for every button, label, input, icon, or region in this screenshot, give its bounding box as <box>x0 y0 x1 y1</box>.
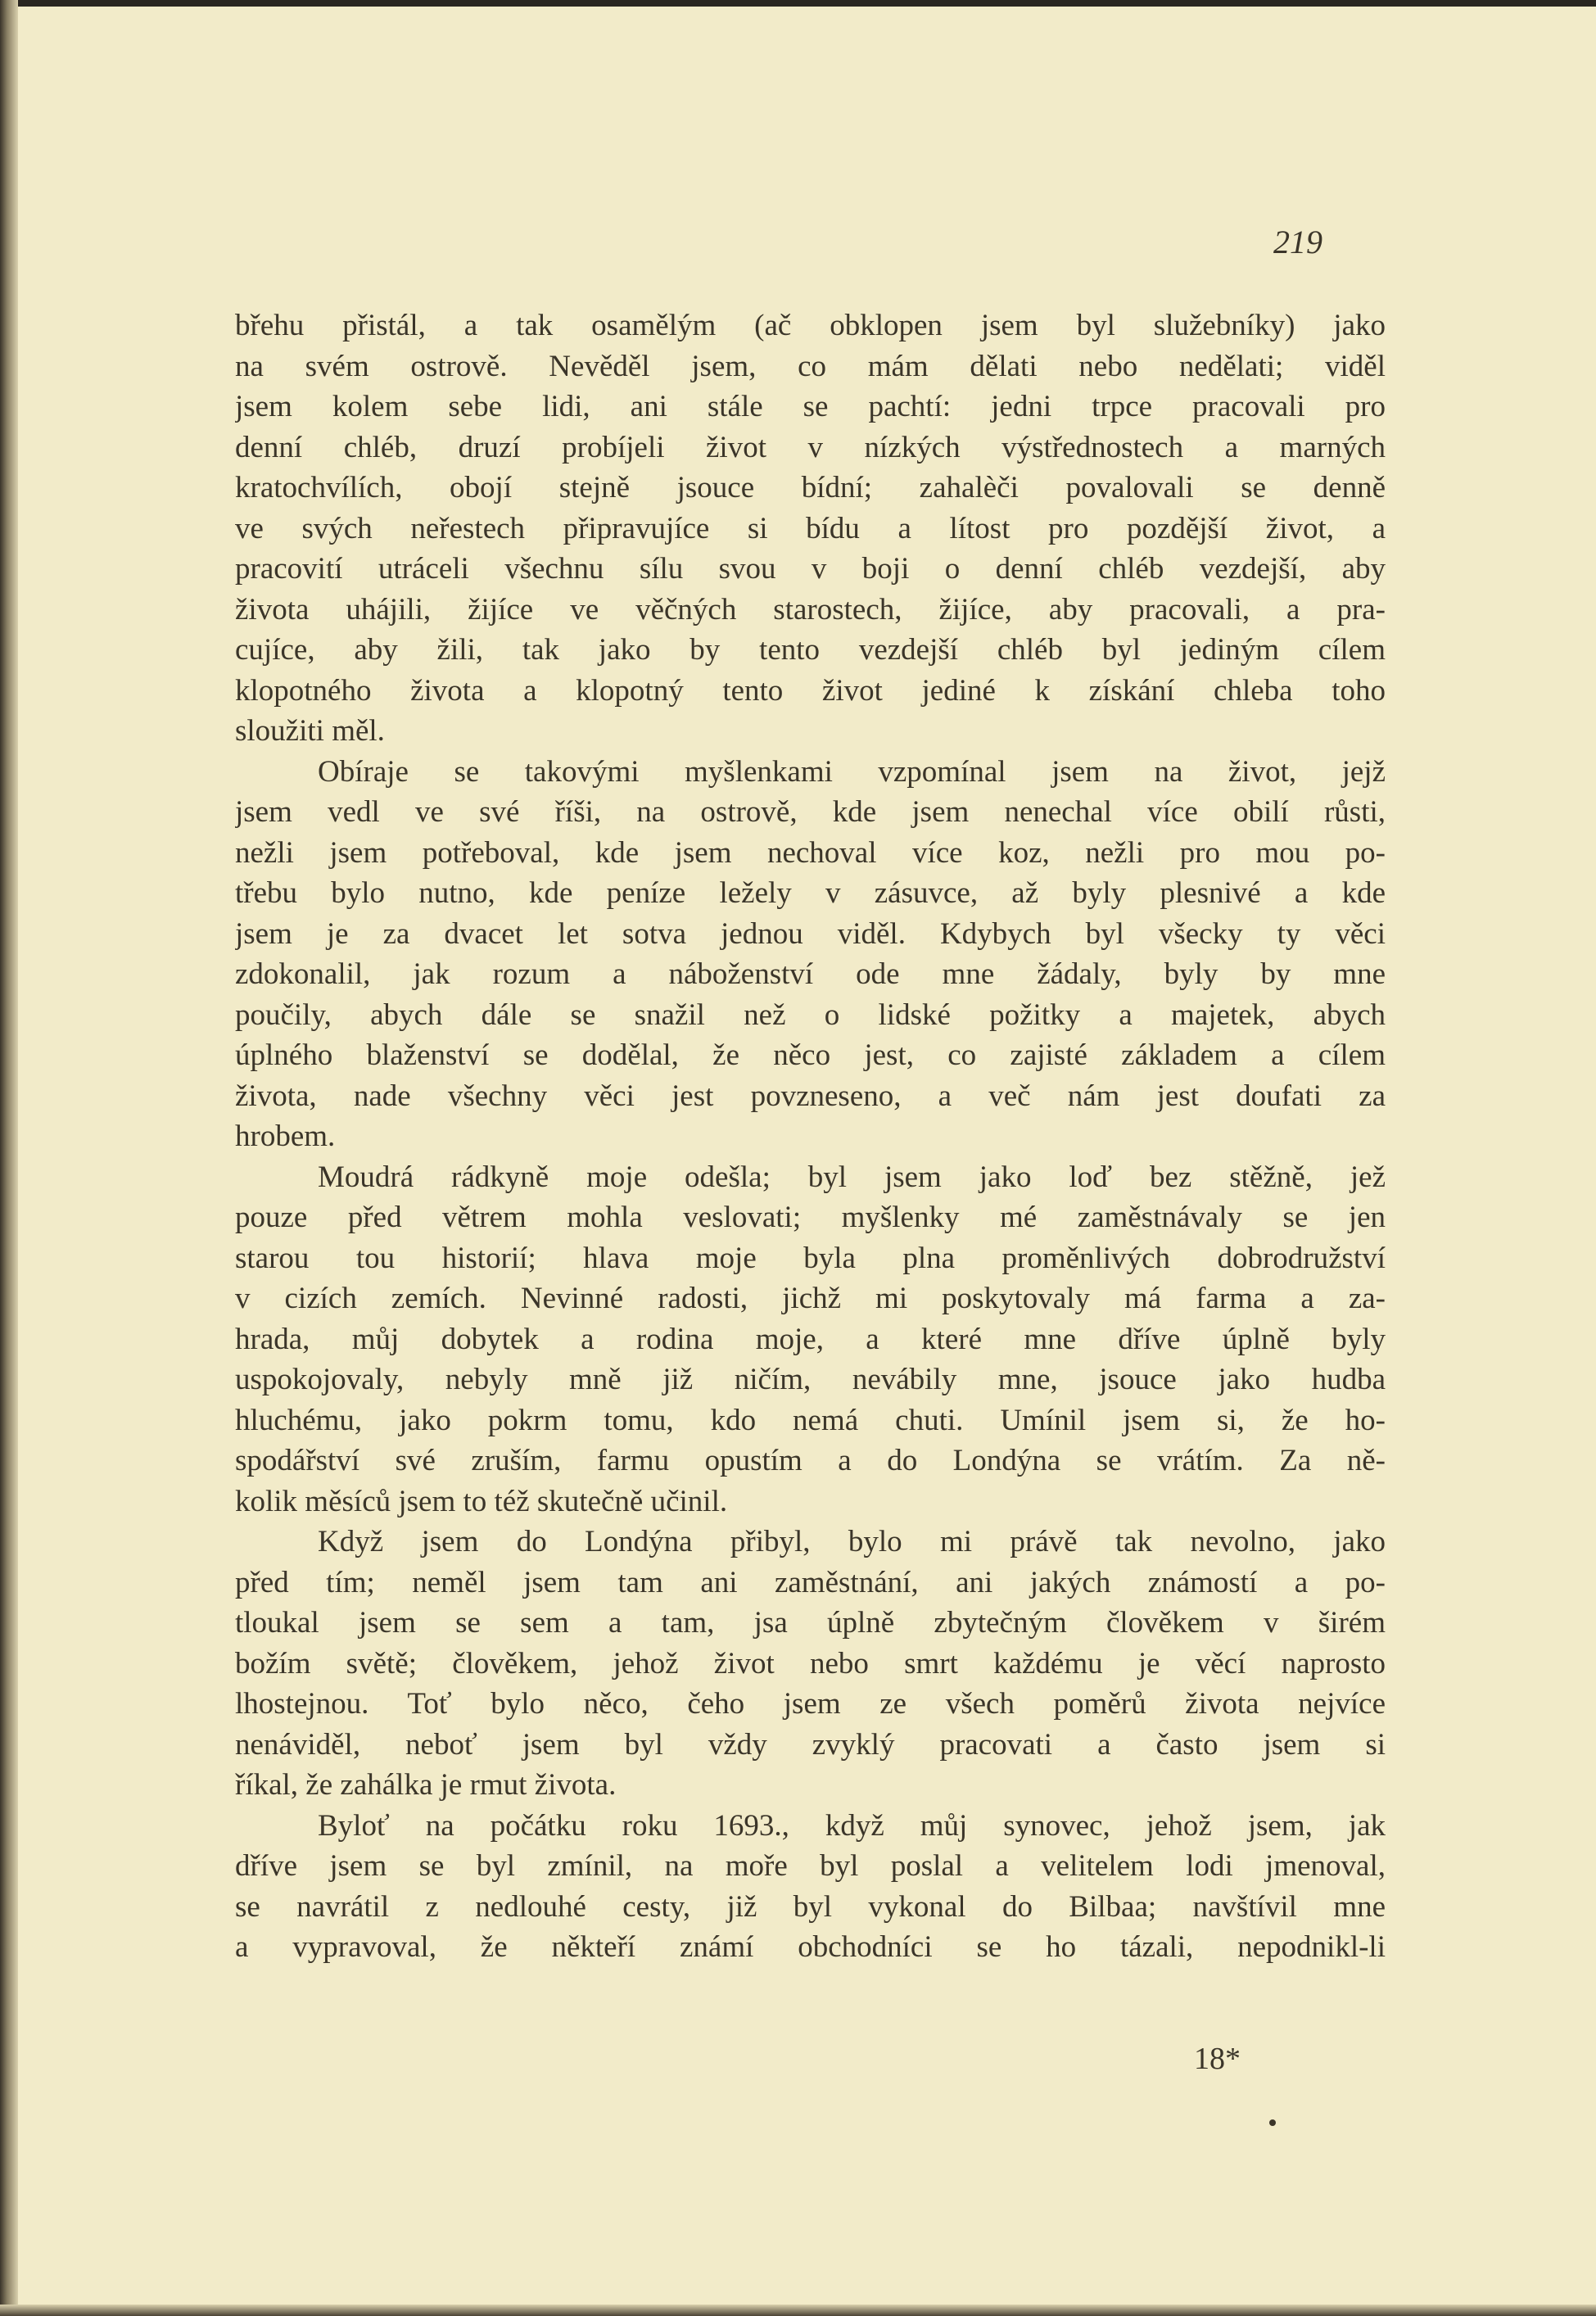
text-line: dříve jsem se byl zmínil, na moře byl poslal a velitelem lodi jmenoval, <box>235 1849 1386 1883</box>
text-line: nenáviděl, neboť jsem byl vždy zvyklý pracovati a často jsem si <box>235 1727 1386 1762</box>
text-line: třebu bylo nutno, kde peníze ležely v zásuvce, až byly plesnivé a kde <box>235 876 1386 910</box>
text-line: a vypravoval, že někteří známí obchodníci se ho tázali, nepodnikl-li <box>235 1930 1386 1964</box>
text-line: zdokonalil, jak rozum a náboženství ode mne žádaly, byly by mne <box>235 957 1386 991</box>
scan-top-edge <box>0 0 1596 7</box>
ink-speck <box>1269 2119 1276 2126</box>
scan-bottom-edge <box>0 2305 1596 2316</box>
text-line: nežli jsem potřeboval, kde jsem nechoval více koz, nežli pro mou po- <box>235 835 1386 870</box>
scan-binding-edge <box>0 0 18 2316</box>
text-line: denní chléb, druzí probíjeli život v nízkých výstřednostech a marných <box>235 430 1386 464</box>
text-line: úplného blaženství se dodělal, že něco jest, co zajisté základem a cílem <box>235 1038 1386 1072</box>
paragraph <box>235 1806 1386 1968</box>
signature-mark: 18* <box>1194 2042 1241 2076</box>
text-line: klopotného života a klopotný tento život jediné k získání chleba toho <box>235 673 1386 708</box>
text-line: hrada, můj dobytek a rodina moje, a které mne dříve úplně byly <box>235 1322 1386 1356</box>
text-line: života, nade všechny věci jest povzneseno, a več nám jest doufati za <box>235 1079 1386 1113</box>
text-line: božím světě; člověkem, jehož život nebo smrt každému je věcí naprosto <box>235 1646 1386 1680</box>
text-line: spodářství své zruším, farmu opustím a do Londýna se vrátím. Za ně- <box>235 1444 1386 1477</box>
paragraph <box>235 752 1386 1157</box>
text-line: cujíce, aby žili, tak jako by tento vezdejší chléb byl jediným cílem <box>235 633 1386 667</box>
text-line: ve svých neřestech připravujíce si bídu a lítost pro pozdější život, a <box>235 511 1386 545</box>
text-line: Moudrá rádkyně moje odešla; byl jsem jako loď bez stěžně, jež <box>318 1160 1386 1194</box>
paragraph <box>235 1522 1386 1806</box>
text-line: života uhájili, žijíce ve věčných starostech, žijíce, aby pracovali, a pra- <box>235 592 1386 626</box>
text-line: pouze před větrem mohla veslovati; myšlenky mé zaměstnávaly se jen <box>235 1201 1386 1234</box>
text-line: Obíraje se takovými myšlenkami vzpomínal jsem na život, jejž <box>318 754 1386 789</box>
text-line: starou tou historií; hlava moje byla plna proměnlivých dobrodružství <box>235 1241 1386 1275</box>
text-line: hluchému, jako pokrm tomu, kdo nemá chuti. Umínil jsem si, že ho- <box>235 1403 1386 1437</box>
text-line: jsem je za dvacet let sotva jednou viděl. Kdybych byl všecky ty věci <box>235 916 1386 951</box>
text-line: tloukal jsem se sem a tam, jsa úplně zbytečným člověkem v širém <box>235 1606 1386 1640</box>
text-line: Byloť na počátku roku 1693., když můj synovec, jehož jsem, jak <box>318 1808 1386 1843</box>
text-line: uspokojovaly, nebyly mně již ničím, nevábily mne, jsouce jako hudba <box>235 1363 1386 1396</box>
body-text <box>235 305 1386 1968</box>
text-line: se navrátil z nedlouhé cesty, již byl vykonal do Bilbaa; navštívil mne <box>235 1889 1386 1924</box>
paragraph <box>235 1157 1386 1522</box>
text-line: kratochvílích, obojí stejně jsouce bídní; zahalèči povalovali se denně <box>235 471 1386 504</box>
text-line: hrobem. <box>235 1120 336 1153</box>
page-number: 219 <box>1273 224 1322 260</box>
text-line: kolik měsíců jsem to též skutečně učinil. <box>235 1484 728 1518</box>
text-line: říkal, že zahálka je rmut života. <box>235 1768 617 1802</box>
text-line: Když jsem do Londýna přibyl, bylo mi právě tak nevolno, jako <box>318 1525 1386 1558</box>
text-line: pracovití utráceli všechnu sílu svou v boji o denní chléb vezdejší, aby <box>235 552 1386 586</box>
text-line: sloužiti měl. <box>235 714 385 748</box>
text-line: břehu přistál, a tak osamělým (ač obklopen jsem byl služebníky) jako <box>235 309 1386 342</box>
text-line: poučily, abych dále se snažil než o lidské požitky a majetek, abych <box>235 997 1386 1032</box>
text-line: lhostejnou. Toť bylo něco, čeho jsem ze všech poměrů života nejvíce <box>235 1687 1386 1721</box>
text-line: před tím; neměl jsem tam ani zaměstnání, ani jakých známostí a po- <box>235 1565 1386 1599</box>
text-line: v cizích zemích. Nevinné radosti, jichž mi poskytovaly má farma a za- <box>235 1282 1386 1315</box>
text-line: jsem kolem sebe lidi, ani stále se pachtí: jedni trpce pracovali pro <box>235 390 1386 423</box>
paragraph <box>235 305 1386 752</box>
text-line: na svém ostrově. Nevěděl jsem, co mám dělati nebo nedělati; viděl <box>235 349 1386 383</box>
text-line: jsem vedl ve své říši, na ostrově, kde jsem nenechal více obilí růsti, <box>235 795 1386 829</box>
